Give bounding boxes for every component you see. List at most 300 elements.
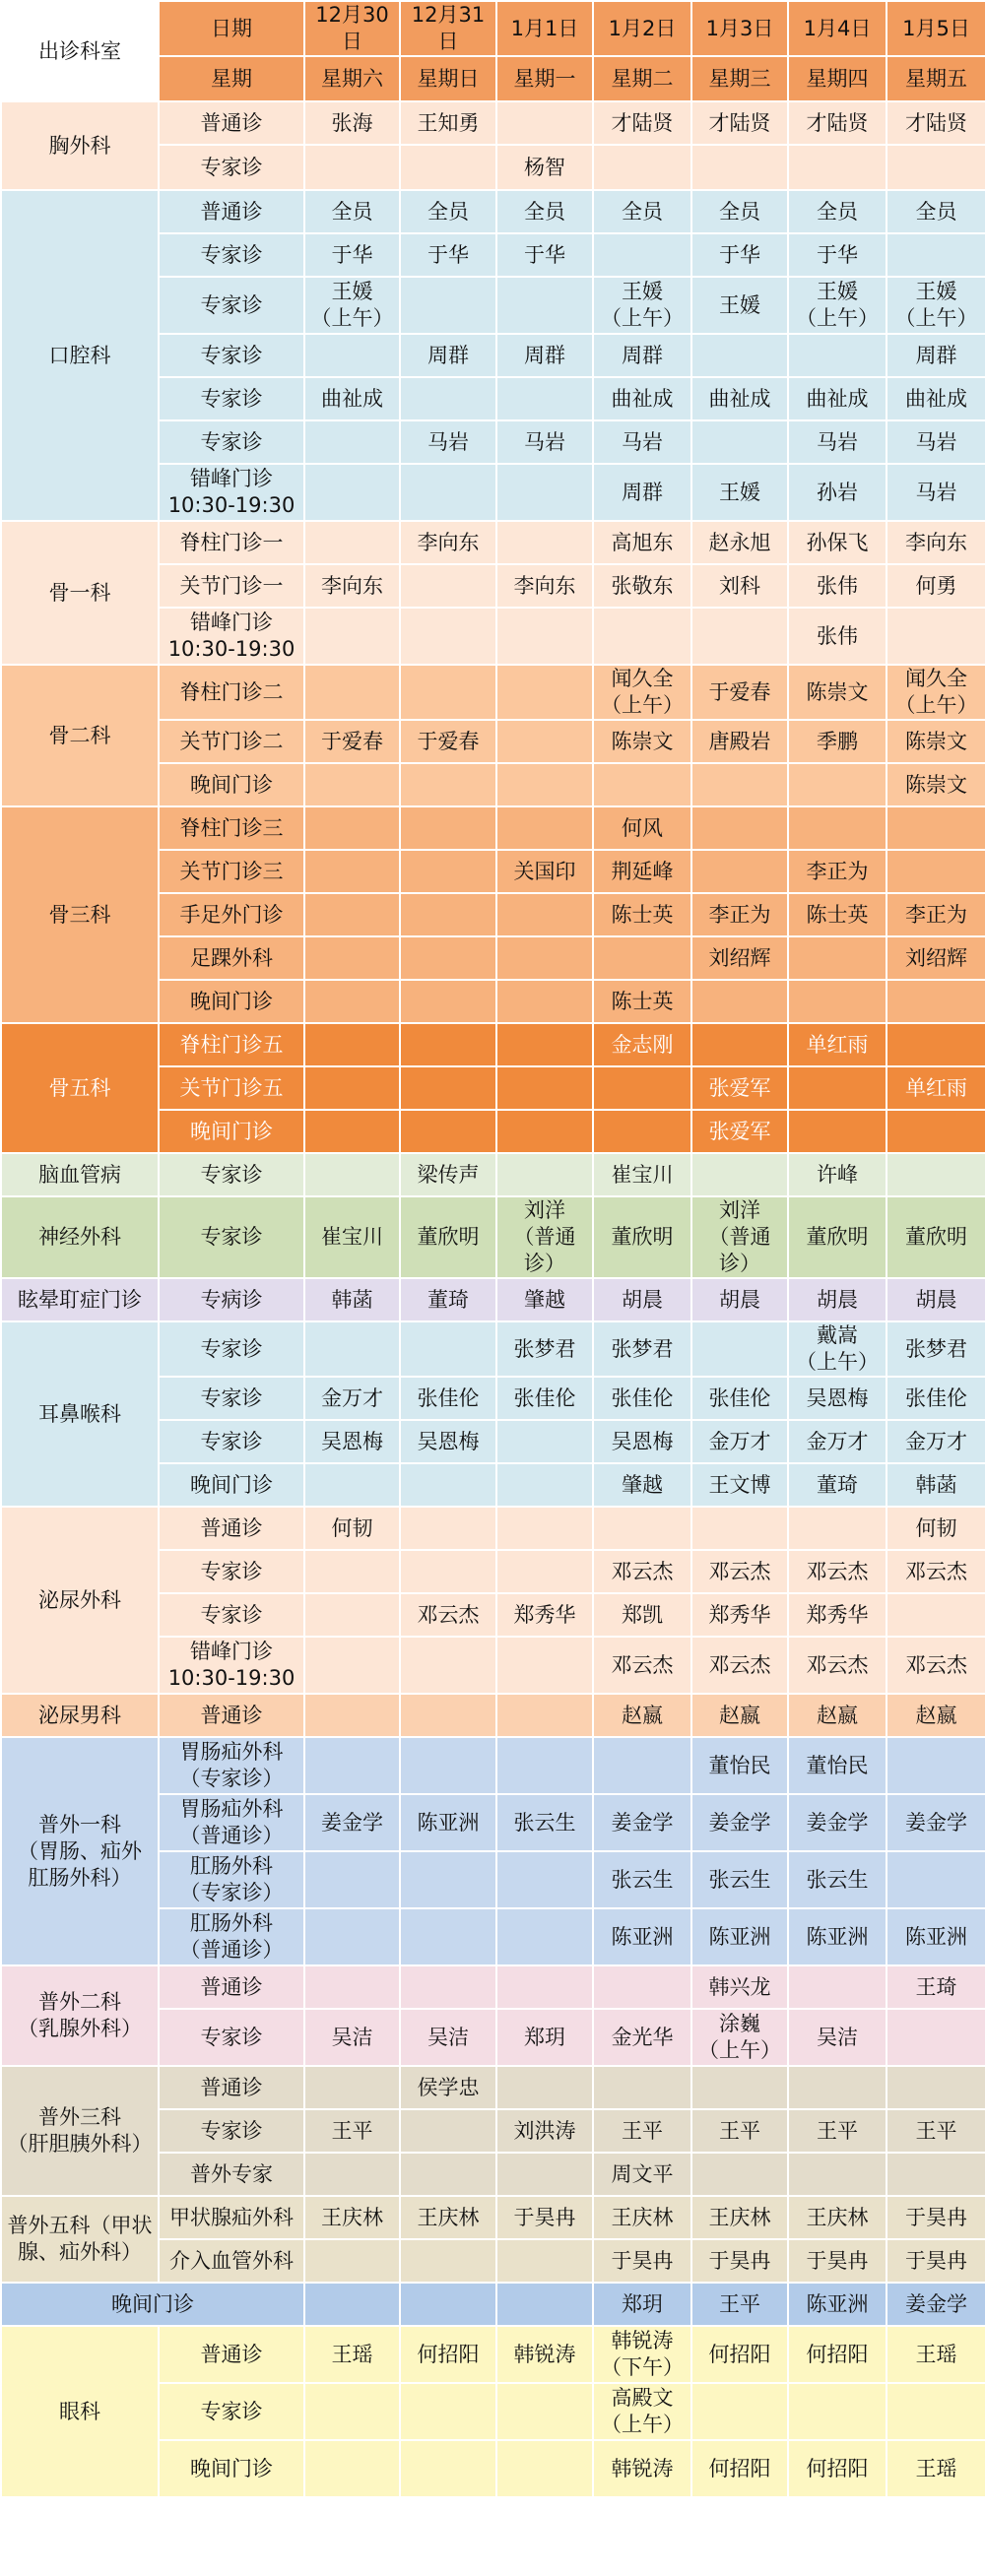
clinic-type: 专家诊 xyxy=(159,1593,304,1637)
clinic-type: 专家诊 xyxy=(159,277,304,334)
doctor-cell: 周群 xyxy=(886,334,985,377)
doctor-cell: 张梦君 xyxy=(886,1321,985,1377)
schedule-row xyxy=(1,2066,985,2109)
doctor-cell xyxy=(400,1550,496,1593)
schedule-row xyxy=(1,1153,985,1196)
doctor-cell xyxy=(304,1694,400,1737)
clinic-type: 专家诊 xyxy=(159,233,304,277)
doctor-cell: 高旭东 xyxy=(593,521,691,564)
doctor-cell: 张云生 xyxy=(788,1851,886,1908)
doctor-cell: 李正为 xyxy=(691,893,788,936)
schedule-row xyxy=(1,1278,985,1321)
doctor-cell: 韩兴龙 xyxy=(691,1965,788,2009)
doctor-cell: 陈士英 xyxy=(593,893,691,936)
doctor-cell xyxy=(788,1066,886,1110)
doctor-cell: 陈亚洲 xyxy=(691,1908,788,1965)
doctor-cell: 张爱军 xyxy=(691,1066,788,1110)
doctor-cell xyxy=(400,564,496,608)
doctor-cell: 吴洁 xyxy=(400,2009,496,2066)
doctor-cell: 吴恩梅 xyxy=(304,1420,400,1463)
doctor-cell: 董欣明 xyxy=(593,1196,691,1278)
doctor-cell: 马岩 xyxy=(496,420,593,464)
doctor-cell: 张佳伦 xyxy=(400,1377,496,1420)
doctor-cell xyxy=(691,420,788,464)
department-name: 胸外科 xyxy=(1,101,159,190)
doctor-cell xyxy=(304,1637,400,1694)
doctor-cell: 张伟 xyxy=(788,564,886,608)
doctor-cell: 董琦 xyxy=(788,1463,886,1507)
doctor-cell: 韩锐涛 （下午） xyxy=(593,2326,691,2383)
schedule-row xyxy=(1,1321,985,1377)
doctor-cell xyxy=(304,1023,400,1066)
doctor-cell: 涂巍 （上午） xyxy=(691,2009,788,2066)
doctor-cell: 赵嬴 xyxy=(593,1694,691,1737)
schedule-row xyxy=(1,2196,985,2239)
doctor-cell: 王瑶 xyxy=(886,2326,985,2383)
doctor-cell: 郑玥 xyxy=(593,2283,691,2326)
doctor-cell: 何勇 xyxy=(886,564,985,608)
doctor-cell: 吴恩梅 xyxy=(788,1377,886,1420)
doctor-cell: 金万才 xyxy=(788,1420,886,1463)
doctor-cell xyxy=(593,608,691,665)
clinic-type: 足踝外科 xyxy=(159,936,304,980)
header-date-row xyxy=(1,1,985,56)
doctor-cell xyxy=(496,665,593,720)
doctor-cell xyxy=(304,608,400,665)
doctor-cell xyxy=(400,763,496,806)
doctor-cell xyxy=(496,893,593,936)
clinic-type: 肛肠外科 （专家诊） xyxy=(159,1851,304,1908)
weekday-cell: 星期二 xyxy=(593,56,691,101)
doctor-cell xyxy=(788,1965,886,2009)
doctor-cell xyxy=(400,2440,496,2497)
doctor-cell xyxy=(400,464,496,521)
doctor-cell: 陈亚洲 xyxy=(788,2283,886,2326)
doctor-cell: 于华 xyxy=(400,233,496,277)
schedule-row xyxy=(1,1737,985,1794)
doctor-cell xyxy=(304,980,400,1023)
doctor-cell xyxy=(400,1321,496,1377)
doctor-cell: 马岩 xyxy=(400,420,496,464)
doctor-cell: 张佳伦 xyxy=(886,1377,985,1420)
doctor-cell: 李向东 xyxy=(400,521,496,564)
weekday-cell: 星期五 xyxy=(886,56,985,101)
clinic-type: 专家诊 xyxy=(159,1153,304,1196)
doctor-cell xyxy=(691,850,788,893)
doctor-cell xyxy=(886,1153,985,1196)
doctor-cell xyxy=(691,1507,788,1550)
doctor-cell xyxy=(886,850,985,893)
clinic-type: 关节门诊三 xyxy=(159,850,304,893)
doctor-cell: 崔宝川 xyxy=(304,1196,400,1278)
doctor-cell: 韩菡 xyxy=(886,1463,985,1507)
doctor-cell xyxy=(496,1066,593,1110)
schedule-row xyxy=(1,665,985,720)
doctor-cell: 肇越 xyxy=(593,1463,691,1507)
doctor-cell xyxy=(400,1066,496,1110)
doctor-cell: 孙保飞 xyxy=(788,521,886,564)
doctor-cell: 何招阳 xyxy=(400,2326,496,2383)
department-name: 耳鼻喉科 xyxy=(1,1321,159,1507)
clinic-type: 介入血管外科 xyxy=(159,2239,304,2283)
doctor-cell: 陈亚洲 xyxy=(886,1908,985,1965)
doctor-cell xyxy=(886,233,985,277)
schedule-row xyxy=(1,101,985,145)
doctor-cell: 李正为 xyxy=(886,893,985,936)
doctor-cell: 王庆林 xyxy=(691,2196,788,2239)
doctor-cell: 陈士英 xyxy=(593,980,691,1023)
doctor-cell: 陈崇文 xyxy=(788,665,886,720)
doctor-cell: 李向东 xyxy=(304,564,400,608)
doctor-cell: 邓云杰 xyxy=(593,1637,691,1694)
doctor-cell xyxy=(304,1737,400,1794)
doctor-cell: 董欣明 xyxy=(788,1196,886,1278)
doctor-cell xyxy=(304,665,400,720)
doctor-cell xyxy=(886,2153,985,2196)
doctor-cell xyxy=(304,1593,400,1637)
weekday-cell: 星期一 xyxy=(496,56,593,101)
doctor-cell: 邓云杰 xyxy=(886,1550,985,1593)
doctor-cell: 吴恩梅 xyxy=(400,1420,496,1463)
doctor-cell xyxy=(496,763,593,806)
doctor-cell xyxy=(304,763,400,806)
doctor-cell xyxy=(304,1110,400,1153)
doctor-cell: 全员 xyxy=(788,190,886,233)
clinic-type: 专家诊 xyxy=(159,1377,304,1420)
schedule-row xyxy=(1,1196,985,1278)
doctor-cell: 何招阳 xyxy=(788,2326,886,2383)
doctor-cell xyxy=(691,145,788,190)
doctor-cell: 刘绍辉 xyxy=(691,936,788,980)
doctor-cell: 于昊冉 xyxy=(593,2239,691,2283)
doctor-cell: 王平 xyxy=(788,2109,886,2153)
weekday-cell: 星期日 xyxy=(400,56,496,101)
doctor-cell: 于昊冉 xyxy=(691,2239,788,2283)
date-cell: 12月31日 xyxy=(400,1,496,56)
doctor-cell: 肇越 xyxy=(496,1278,593,1321)
doctor-cell xyxy=(496,1965,593,2009)
doctor-cell: 于爱春 xyxy=(304,720,400,763)
doctor-cell: 张伟 xyxy=(788,608,886,665)
doctor-cell xyxy=(304,1851,400,1908)
doctor-cell xyxy=(496,1463,593,1507)
doctor-cell xyxy=(496,521,593,564)
doctor-cell: 杨智 xyxy=(496,145,593,190)
doctor-cell: 于华 xyxy=(304,233,400,277)
doctor-cell: 张海 xyxy=(304,101,400,145)
doctor-cell: 于华 xyxy=(788,233,886,277)
doctor-cell: 单红雨 xyxy=(886,1066,985,1110)
doctor-cell xyxy=(496,806,593,850)
doctor-cell: 韩锐涛 xyxy=(496,2326,593,2383)
doctor-cell: 张敬东 xyxy=(593,564,691,608)
doctor-cell xyxy=(886,1737,985,1794)
doctor-cell xyxy=(400,2239,496,2283)
corner-label: 出诊科室 xyxy=(1,1,159,101)
doctor-cell: 王庆林 xyxy=(304,2196,400,2239)
department-name: 骨一科 xyxy=(1,521,159,665)
doctor-cell xyxy=(593,1110,691,1153)
doctor-cell: 张云生 xyxy=(496,1794,593,1851)
doctor-cell: 王平 xyxy=(886,2109,985,2153)
doctor-cell: 郑凯 xyxy=(593,1593,691,1637)
doctor-cell xyxy=(593,936,691,980)
doctor-cell: 邓云杰 xyxy=(400,1593,496,1637)
doctor-cell xyxy=(593,2066,691,2109)
schedule-row xyxy=(1,2283,985,2326)
department-name: 普外二科 （乳腺外科） xyxy=(1,1965,159,2066)
doctor-cell xyxy=(886,1023,985,1066)
schedule-row xyxy=(1,1965,985,2009)
doctor-cell: 王文博 xyxy=(691,1463,788,1507)
doctor-cell: 董欣明 xyxy=(400,1196,496,1278)
clinic-type: 晚间门诊 xyxy=(159,980,304,1023)
doctor-cell xyxy=(593,1965,691,2009)
doctor-cell: 荆延峰 xyxy=(593,850,691,893)
doctor-cell xyxy=(400,2383,496,2440)
doctor-cell xyxy=(400,893,496,936)
clinic-type: 晚间门诊 xyxy=(159,1110,304,1153)
clinic-type: 错峰门诊 10:30-19:30 xyxy=(159,608,304,665)
clinic-type: 错峰门诊 10:30-19:30 xyxy=(159,1637,304,1694)
doctor-cell xyxy=(496,936,593,980)
doctor-cell xyxy=(593,1737,691,1794)
doctor-cell xyxy=(691,2153,788,2196)
doctor-cell: 周群 xyxy=(400,334,496,377)
doctor-cell: 刘洋 （普通诊） xyxy=(691,1196,788,1278)
doctor-cell: 刘绍辉 xyxy=(886,936,985,980)
schedule-row xyxy=(1,1023,985,1066)
doctor-cell: 曲祉成 xyxy=(788,377,886,420)
doctor-cell: 孙岩 xyxy=(788,464,886,521)
clinic-type: 普通诊 xyxy=(159,2066,304,2109)
clinic-type: 关节门诊二 xyxy=(159,720,304,763)
doctor-cell: 唐殿岩 xyxy=(691,720,788,763)
doctor-cell: 韩锐涛 xyxy=(593,2440,691,2497)
doctor-cell xyxy=(496,2283,593,2326)
doctor-cell xyxy=(304,464,400,521)
clinic-type: 专家诊 xyxy=(159,1321,304,1377)
doctor-cell xyxy=(496,377,593,420)
doctor-cell: 何韧 xyxy=(304,1507,400,1550)
doctor-cell: 刘科 xyxy=(691,564,788,608)
weekday-cell: 星期四 xyxy=(788,56,886,101)
clinic-type: 专家诊 xyxy=(159,2109,304,2153)
schedule-row xyxy=(1,1507,985,1550)
doctor-cell xyxy=(400,980,496,1023)
doctor-cell: 刘洪涛 xyxy=(496,2109,593,2153)
doctor-cell xyxy=(788,806,886,850)
date-cell: 1月5日 xyxy=(886,1,985,56)
doctor-cell xyxy=(304,521,400,564)
doctor-cell: 郑秀华 xyxy=(788,1593,886,1637)
department-name: 骨三科 xyxy=(1,806,159,1023)
doctor-cell xyxy=(400,1908,496,1965)
doctor-cell: 王庆林 xyxy=(593,2196,691,2239)
doctor-cell: 王瑶 xyxy=(304,2326,400,2383)
doctor-cell: 王平 xyxy=(593,2109,691,2153)
department-name: 晚间门诊 xyxy=(1,2283,304,2326)
doctor-cell xyxy=(496,1420,593,1463)
clinic-type: 普通诊 xyxy=(159,2326,304,2383)
doctor-cell: 张佳伦 xyxy=(496,1377,593,1420)
clinic-type: 专家诊 xyxy=(159,145,304,190)
doctor-cell: 李正为 xyxy=(788,850,886,893)
doctor-cell: 戴嵩 （上午） xyxy=(788,1321,886,1377)
clinic-type: 专家诊 xyxy=(159,2383,304,2440)
doctor-cell: 才陆贤 xyxy=(886,101,985,145)
department-name: 泌尿男科 xyxy=(1,1694,159,1737)
clinic-type: 甲状腺疝外科 xyxy=(159,2196,304,2239)
doctor-cell: 姜金学 xyxy=(886,2283,985,2326)
clinic-type: 胃肠疝外科 （专家诊） xyxy=(159,1737,304,1794)
doctor-cell: 何招阳 xyxy=(691,2440,788,2497)
doctor-cell xyxy=(400,1023,496,1066)
doctor-cell xyxy=(304,2283,400,2326)
doctor-cell xyxy=(788,334,886,377)
doctor-cell xyxy=(886,2066,985,2109)
doctor-cell: 曲祉成 xyxy=(304,377,400,420)
clinic-type: 普通诊 xyxy=(159,101,304,145)
doctor-cell: 王媛 xyxy=(691,464,788,521)
doctor-cell xyxy=(691,763,788,806)
doctor-cell: 张云生 xyxy=(593,1851,691,1908)
doctor-cell: 姜金学 xyxy=(304,1794,400,1851)
schedule-row xyxy=(1,1694,985,1737)
doctor-cell: 金万才 xyxy=(304,1377,400,1420)
doctor-cell: 周文平 xyxy=(593,2153,691,2196)
doctor-cell xyxy=(496,1110,593,1153)
doctor-cell: 邓云杰 xyxy=(593,1550,691,1593)
doctor-cell: 才陆贤 xyxy=(691,101,788,145)
doctor-cell xyxy=(886,806,985,850)
doctor-cell xyxy=(496,608,593,665)
doctor-cell: 陈崇文 xyxy=(886,720,985,763)
date-cell: 1月3日 xyxy=(691,1,788,56)
doctor-cell: 郑秀华 xyxy=(496,1593,593,1637)
doctor-cell xyxy=(886,1110,985,1153)
doctor-cell: 梁传声 xyxy=(400,1153,496,1196)
clinic-type: 普通诊 xyxy=(159,1965,304,2009)
doctor-cell xyxy=(496,277,593,334)
doctor-cell xyxy=(400,806,496,850)
doctor-cell xyxy=(304,2239,400,2283)
doctor-cell xyxy=(496,1851,593,1908)
doctor-cell: 邓云杰 xyxy=(788,1637,886,1694)
doctor-cell: 王平 xyxy=(691,2109,788,2153)
doctor-cell xyxy=(400,277,496,334)
doctor-cell xyxy=(496,2383,593,2440)
doctor-cell: 董怡民 xyxy=(788,1737,886,1794)
clinic-type: 晚间门诊 xyxy=(159,763,304,806)
doctor-cell xyxy=(593,233,691,277)
department-name: 眼科 xyxy=(1,2326,159,2497)
doctor-cell: 单红雨 xyxy=(788,1023,886,1066)
doctor-cell xyxy=(304,806,400,850)
doctor-cell: 王媛 xyxy=(691,277,788,334)
doctor-cell: 王平 xyxy=(691,2283,788,2326)
doctor-cell xyxy=(496,2239,593,2283)
doctor-cell xyxy=(400,1851,496,1908)
date-cell: 12月30日 xyxy=(304,1,400,56)
department-name: 普外三科 （肝胆胰外科） xyxy=(1,2066,159,2196)
doctor-cell: 马岩 xyxy=(788,420,886,464)
department-name: 泌尿外科 xyxy=(1,1507,159,1694)
doctor-cell xyxy=(788,2066,886,2109)
date-cell: 1月4日 xyxy=(788,1,886,56)
doctor-cell: 许峰 xyxy=(788,1153,886,1196)
doctor-cell: 邓云杰 xyxy=(788,1550,886,1593)
doctor-cell xyxy=(496,1507,593,1550)
clinic-type: 专病诊 xyxy=(159,1278,304,1321)
clinic-type: 关节门诊一 xyxy=(159,564,304,608)
doctor-cell: 赵永旭 xyxy=(691,521,788,564)
doctor-cell: 邓云杰 xyxy=(886,1637,985,1694)
weekday-cell: 星期六 xyxy=(304,56,400,101)
doctor-cell xyxy=(886,2383,985,2440)
department-name: 口腔科 xyxy=(1,190,159,521)
doctor-cell xyxy=(304,1321,400,1377)
clinic-type: 脊柱门诊二 xyxy=(159,665,304,720)
doctor-cell xyxy=(400,1737,496,1794)
doctor-cell xyxy=(691,2383,788,2440)
clinic-type: 关节门诊五 xyxy=(159,1066,304,1110)
doctor-cell: 张佳伦 xyxy=(593,1377,691,1420)
doctor-cell xyxy=(788,980,886,1023)
doctor-cell xyxy=(496,464,593,521)
doctor-cell: 周群 xyxy=(496,334,593,377)
doctor-cell: 才陆贤 xyxy=(593,101,691,145)
doctor-cell xyxy=(496,2440,593,2497)
doctor-cell: 陈亚洲 xyxy=(788,1908,886,1965)
doctor-cell xyxy=(400,2109,496,2153)
doctor-cell: 赵嬴 xyxy=(788,1694,886,1737)
doctor-cell xyxy=(304,1550,400,1593)
doctor-cell xyxy=(593,763,691,806)
doctor-cell xyxy=(496,980,593,1023)
doctor-cell xyxy=(496,2066,593,2109)
doctor-cell xyxy=(304,420,400,464)
department-name: 骨五科 xyxy=(1,1023,159,1153)
doctor-cell: 全员 xyxy=(304,190,400,233)
doctor-cell: 董怡民 xyxy=(691,1737,788,1794)
doctor-cell xyxy=(691,2066,788,2109)
doctor-cell: 张云生 xyxy=(691,1851,788,1908)
schedule-row xyxy=(1,190,985,233)
doctor-cell: 马岩 xyxy=(886,464,985,521)
doctor-cell xyxy=(304,145,400,190)
doctor-cell xyxy=(400,377,496,420)
doctor-cell xyxy=(304,893,400,936)
clinic-type: 错峰门诊 10:30-19:30 xyxy=(159,464,304,521)
clinic-type: 脊柱门诊三 xyxy=(159,806,304,850)
doctor-cell: 于昊冉 xyxy=(496,2196,593,2239)
doctor-cell xyxy=(400,2153,496,2196)
doctor-cell: 郑秀华 xyxy=(691,1593,788,1637)
doctor-cell xyxy=(886,980,985,1023)
doctor-cell: 金万才 xyxy=(691,1420,788,1463)
doctor-cell xyxy=(788,936,886,980)
doctor-cell xyxy=(886,2009,985,2066)
doctor-cell: 崔宝川 xyxy=(593,1153,691,1196)
doctor-cell: 王媛 （上午） xyxy=(304,277,400,334)
department-name: 骨二科 xyxy=(1,665,159,806)
doctor-cell: 何韧 xyxy=(886,1507,985,1550)
doctor-cell xyxy=(304,1908,400,1965)
schedule-row xyxy=(1,2326,985,2383)
doctor-cell: 姜金学 xyxy=(593,1794,691,1851)
doctor-cell xyxy=(400,936,496,980)
